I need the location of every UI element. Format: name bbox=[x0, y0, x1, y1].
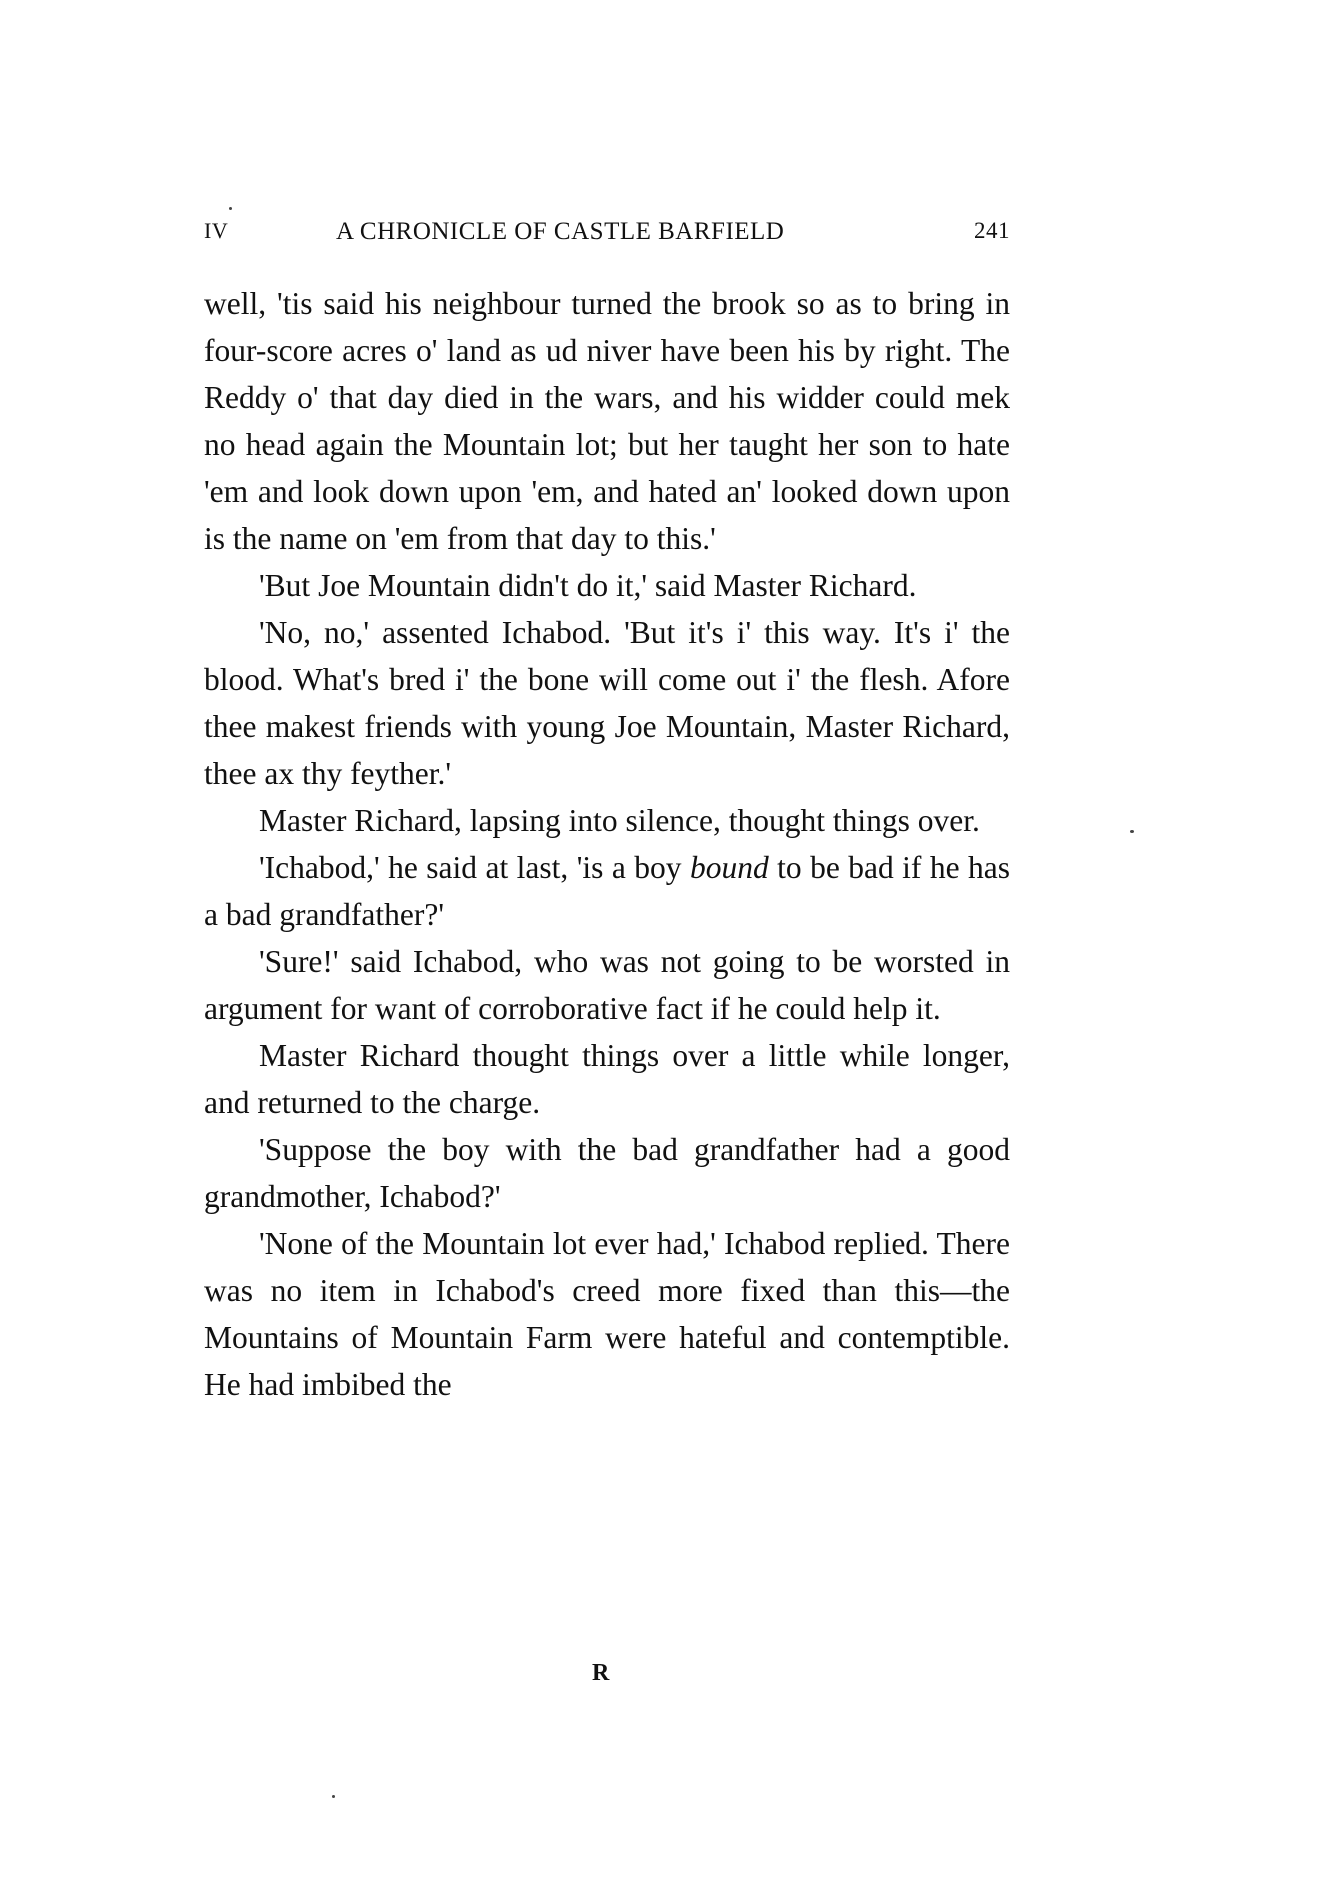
paragraph: 'No, no,' assented Ichabod. 'But it's i' this way. It's i' the blood. What's bred i' the bone will come out i' the flesh. Afore thee makest friends with young Joe Mountain, Master Richard, thee ax thy feyther.' bbox=[204, 615, 1010, 791]
print-speck bbox=[229, 207, 232, 210]
paragraph: 'Sure!' said Ichabod, who was not going to be worsted in argument for want of corroborative fact if he could help it. bbox=[204, 944, 1010, 1026]
running-title: A CHRONICLE OF CASTLE BARFIELD bbox=[336, 218, 785, 245]
signature-mark: R bbox=[592, 1660, 610, 1686]
italic-word: bound bbox=[689, 850, 769, 885]
paragraph: 'None of the Mountain lot ever had,' Ichabod replied. There was no item in Ichabod's creed more fixed than this—the Mountains of Mountain Farm were hateful and contemptible. He had imbibed the bbox=[204, 1226, 1010, 1402]
paragraph: well, 'tis said his neighbour turned the brook so as to bring in four-score acres o' land as ud niver have been his by right. The Reddy o' that day died in the wars, and his widder could mek no head again the Mountain lot; but her taught her son to hate 'em and look down upon 'em, and hated an' looked down upon is the name on 'em from that day to this.' bbox=[204, 286, 1010, 556]
paragraph: Master Richard thought things over a little while longer, and returned to the charge. bbox=[204, 1038, 1010, 1120]
chapter-number: IV bbox=[204, 218, 229, 243]
paragraph: Master Richard, lapsing into silence, thought things over. bbox=[259, 803, 980, 838]
running-head bbox=[204, 218, 1010, 258]
paragraph: 'But Joe Mountain didn't do it,' said Master Richard. bbox=[259, 568, 917, 603]
print-speck bbox=[332, 1795, 335, 1798]
paragraph: 'Suppose the boy with the bad grandfather had a good grandmother, Ichabod?' bbox=[204, 1132, 1010, 1214]
paragraph-text: 'Ichabod,' he said at last, 'is a boy bbox=[259, 850, 690, 885]
body-text bbox=[204, 280, 1010, 1408]
page-number: 241 bbox=[974, 218, 1010, 243]
paragraph-text: to be bad if he has a bad grandfather?' bbox=[204, 850, 1010, 932]
print-speck bbox=[1130, 830, 1134, 833]
paragraph bbox=[204, 844, 1010, 938]
